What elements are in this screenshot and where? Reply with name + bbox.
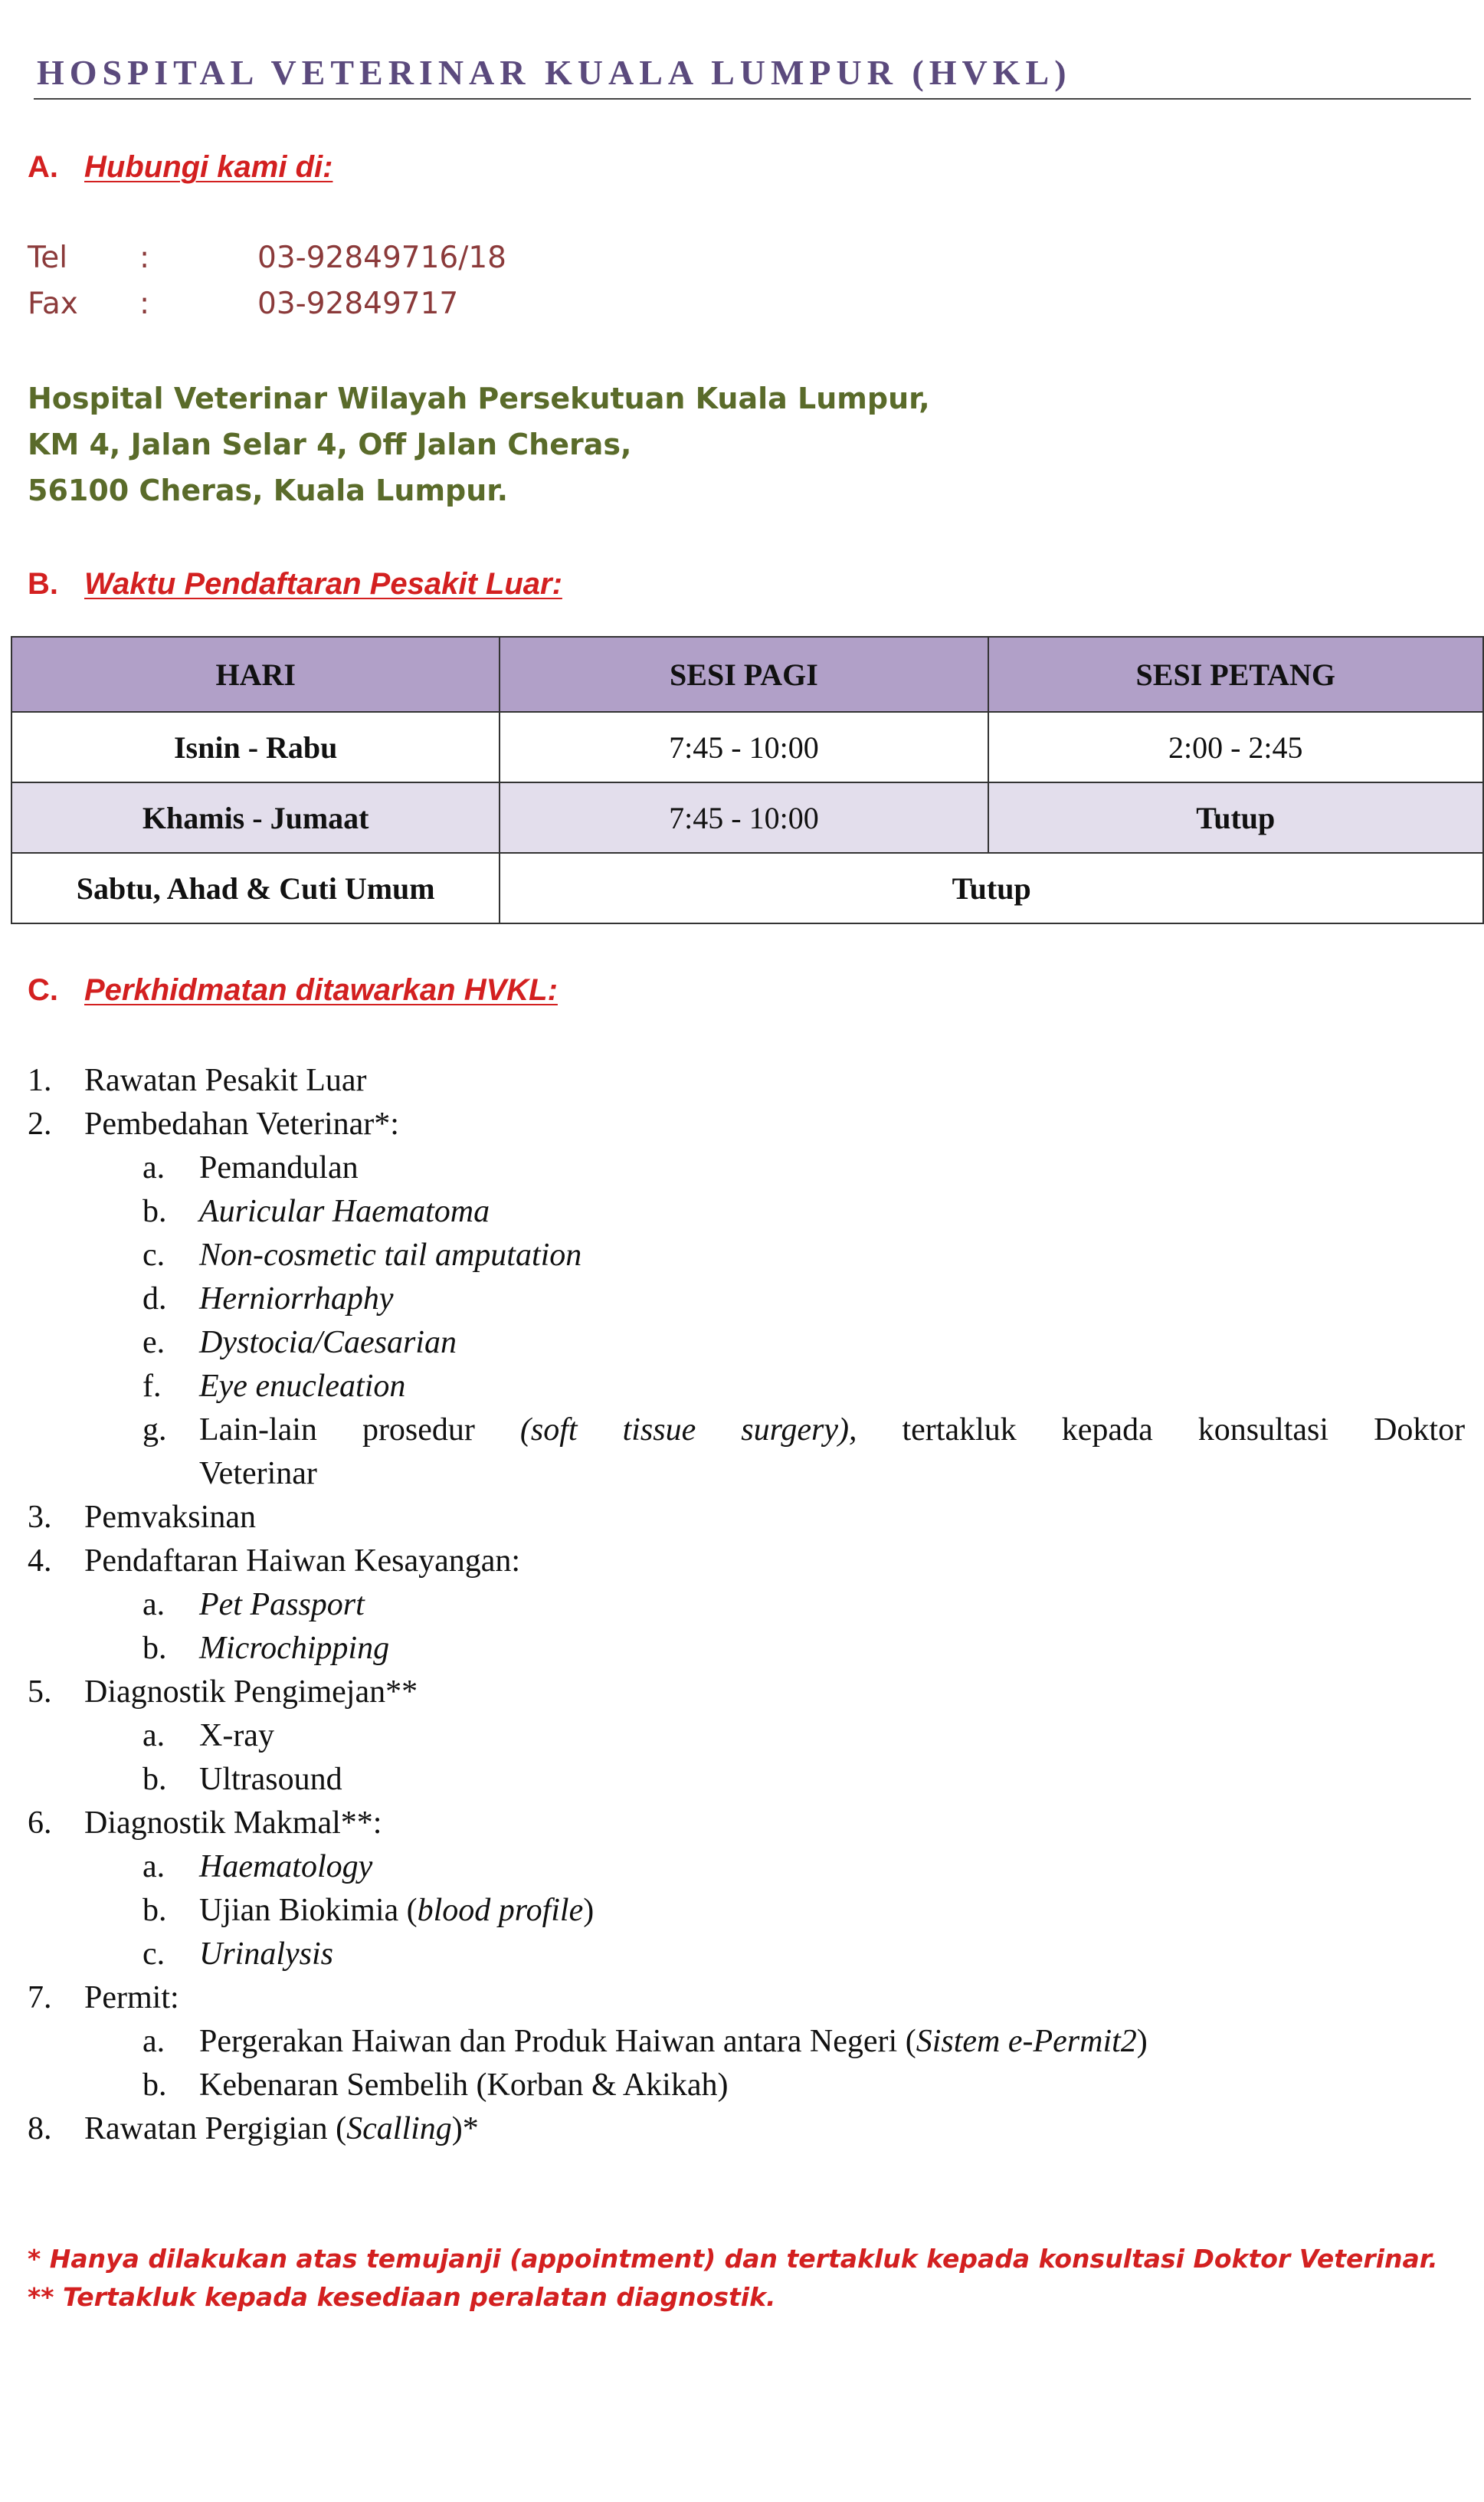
list-letter: a.: [143, 1718, 165, 1753]
list-text: [199, 1892, 594, 1929]
tel-value: 03-92849716/18: [257, 241, 506, 275]
section-b-heading: [28, 567, 562, 602]
list-text: Non-cosmetic tail amputation: [199, 1238, 582, 1273]
list-number: 2.: [28, 1107, 52, 1142]
footnote-equipment: ** Tertakluk kepada kesediaan peralatan diagnostik.: [28, 2282, 776, 2312]
list-text: Veterinar: [199, 1456, 317, 1491]
word: prosedur: [362, 1412, 475, 1448]
row1-morning: 7:45 - 10:00: [500, 712, 988, 782]
list-letter: b.: [143, 2068, 167, 2103]
list-number: 5.: [28, 1674, 52, 1710]
section-a-heading: [28, 150, 333, 185]
text-part: Pergerakan Haiwan dan Produk Haiwan antara Negeri (: [199, 2024, 916, 2059]
list-text: Permit:: [84, 1980, 179, 2015]
header-hari: HARI: [11, 637, 500, 712]
row2-morning: 7:45 - 10:00: [500, 782, 988, 853]
list-text: [84, 2110, 479, 2147]
list-text: Pemandulan: [199, 1150, 359, 1185]
list-text: Rawatan Pesakit Luar: [84, 1063, 367, 1098]
list-text: Pembedahan Veterinar*:: [84, 1107, 399, 1142]
list-letter: c.: [143, 1936, 165, 1972]
list-letter: b.: [143, 1194, 167, 1229]
header-sesi-petang: SESI PETANG: [988, 637, 1483, 712]
address-line-1: Hospital Veterinar Wilayah Persekutuan Kuala Lumpur,: [28, 382, 930, 415]
list-text: Diagnostik Pengimejan**: [84, 1674, 418, 1710]
text-part-italic: Sistem e-Permit2: [916, 2024, 1137, 2059]
list-text: Pet Passport: [199, 1587, 365, 1622]
list-letter: f.: [143, 1369, 162, 1404]
row2-afternoon: Tutup: [988, 782, 1483, 853]
word: konsultasi: [1197, 1412, 1329, 1448]
list-letter: d.: [143, 1281, 167, 1317]
row3-day: Sabtu, Ahad & Cuti Umum: [11, 853, 500, 923]
header-sesi-pagi: SESI PAGI: [500, 637, 988, 712]
list-letter: g.: [143, 1412, 167, 1448]
fax-colon: :: [139, 287, 150, 321]
address-line-3: 56100 Cheras, Kuala Lumpur.: [28, 474, 509, 507]
registration-schedule-table: [11, 636, 1484, 924]
list-letter: b.: [143, 1893, 167, 1928]
row2-day: Khamis - Jumaat: [11, 782, 500, 853]
list-number: 8.: [28, 2111, 52, 2146]
fax-label: Fax: [28, 287, 78, 321]
list-text: Dystocia/Caesarian: [199, 1325, 457, 1360]
list-text: Haematology: [199, 1849, 373, 1884]
list-letter: a.: [143, 1587, 165, 1622]
text-part: Ujian Biokimia (: [199, 1893, 418, 1928]
list-text: Urinalysis: [199, 1936, 334, 1972]
list-text: X-ray: [199, 1718, 274, 1753]
fax-value: 03-92849717: [257, 287, 459, 321]
list-number: 7.: [28, 1980, 52, 2015]
list-number: 1.: [28, 1063, 52, 1098]
text-part-italic: Scalling: [346, 2111, 452, 2146]
list-text: Ultrasound: [199, 1762, 342, 1797]
title-divider: [34, 98, 1471, 100]
text-part: ): [1136, 2024, 1148, 2059]
row1-afternoon: 2:00 - 2:45: [988, 712, 1483, 782]
list-number: 6.: [28, 1805, 52, 1841]
list-letter: b.: [143, 1631, 167, 1666]
list-text: [199, 2023, 1148, 2060]
tel-colon: :: [139, 241, 150, 275]
text-part: )*: [451, 2111, 479, 2146]
word: Doktor: [1374, 1412, 1466, 1448]
list-text: Microchipping: [199, 1631, 390, 1666]
text-part: ): [583, 1893, 595, 1928]
address-line-2: KM 4, Jalan Selar 4, Off Jalan Cheras,: [28, 428, 632, 461]
word: kepada: [1061, 1412, 1153, 1448]
tel-label: Tel: [28, 241, 68, 275]
list-letter: e.: [143, 1325, 165, 1360]
list-text: Pendaftaran Haiwan Kesayangan:: [84, 1543, 521, 1579]
section-c-letter: C.: [28, 973, 58, 1007]
text-part: Rawatan Pergigian (: [84, 2111, 347, 2146]
list-text: Auricular Haematoma: [199, 1194, 490, 1229]
text-part-italic: blood profile: [417, 1893, 584, 1928]
word: tissue: [622, 1412, 696, 1448]
word: Lain-lain: [199, 1412, 317, 1448]
section-b-title: Waktu Pendaftaran Pesakit Luar:: [84, 567, 562, 601]
section-a-title: Hubungi kami di:: [84, 150, 333, 184]
list-letter: a.: [143, 2024, 165, 2059]
list-text: Pemvaksinan: [84, 1500, 256, 1535]
list-letter: a.: [143, 1849, 165, 1884]
list-text: Herniorrhaphy: [199, 1281, 394, 1317]
footnote-appointment: * Hanya dilakukan atas temujanji (appointment) dan tertakluk kepada konsultasi Doktor Veterinar.: [28, 2244, 1438, 2274]
list-number: 4.: [28, 1543, 52, 1579]
list-text-justified: [199, 1412, 1465, 1448]
list-text: Diagnostik Makmal**:: [84, 1805, 382, 1841]
list-number: 3.: [28, 1500, 52, 1535]
section-b-letter: B.: [28, 567, 58, 601]
table-row: [11, 853, 1483, 923]
list-text: Kebenaran Sembelih (Korban & Akikah): [199, 2068, 729, 2103]
list-letter: a.: [143, 1150, 165, 1185]
table-row: [11, 782, 1483, 853]
row3-closed: Tutup: [500, 853, 1483, 923]
section-a-letter: A.: [28, 150, 58, 184]
list-text: Eye enucleation: [199, 1369, 406, 1404]
table-header-row: [11, 637, 1483, 712]
row1-day: Isnin - Rabu: [11, 712, 500, 782]
list-letter: c.: [143, 1238, 165, 1273]
word: (soft: [519, 1412, 578, 1448]
word: surgery),: [741, 1412, 857, 1448]
section-c-heading: [28, 973, 558, 1008]
table-row: [11, 712, 1483, 782]
page-title: HOSPITAL VETERINAR KUALA LUMPUR (HVKL): [37, 53, 1072, 92]
word: tertakluk: [902, 1412, 1017, 1448]
section-c-title: Perkhidmatan ditawarkan HVKL:: [84, 973, 558, 1007]
list-letter: b.: [143, 1762, 167, 1797]
